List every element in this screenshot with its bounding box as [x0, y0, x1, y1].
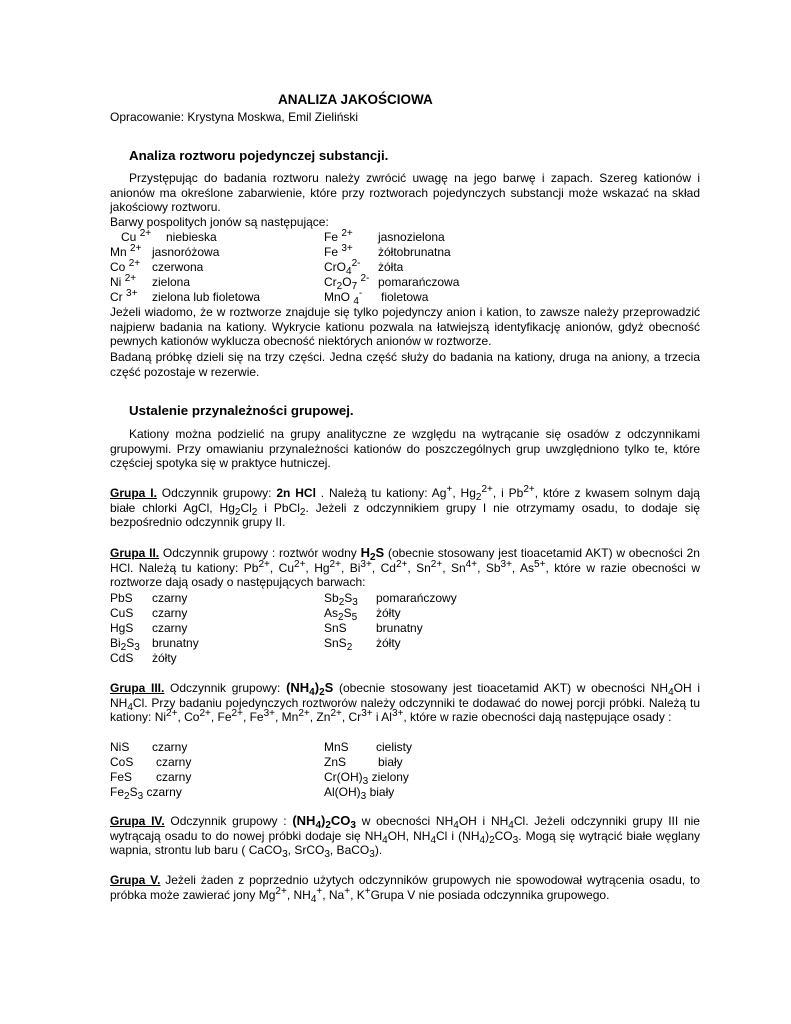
- precipitate-color: żółty: [376, 636, 401, 650]
- ion-left: Co $^{2+}$: [110, 258, 141, 274]
- authors: Opracowanie: Krystyna Moskwa, Emil Zieliński: [110, 110, 359, 124]
- precipitate-row: [110, 591, 710, 606]
- precipitate-formula: HgS: [110, 621, 134, 635]
- section1-heading: Analiza roztworu pojedynczej substancji.: [129, 148, 389, 163]
- ion-right-color: fioletowa: [381, 290, 429, 304]
- precipitate-formula: SnS$_2$: [324, 636, 353, 653]
- precipitate-formula: $Fe_2S_3$ czarny: [110, 785, 182, 802]
- precipitate-color: czarny: [156, 755, 192, 769]
- precipitate-color: czarny: [156, 770, 192, 784]
- precipitate-row: [110, 606, 710, 621]
- precipitate-formula: $Sb_2S_3$: [324, 591, 358, 608]
- section2-heading: Ustalenie przynależności grupowej.: [129, 403, 354, 418]
- group-4-label: Grupa IV.: [110, 814, 165, 828]
- precipitate-formula: FeS: [110, 770, 133, 784]
- ion-colors-table: [110, 230, 710, 306]
- group-2-precipitates: [110, 591, 710, 666]
- ion-right: Fe $^{2+}$: [324, 228, 353, 244]
- precipitate-color: czarny: [152, 591, 188, 605]
- precipitate-color: brunatny: [376, 621, 423, 635]
- group-5-label: Grupa V.: [110, 873, 161, 887]
- group-4: Grupa IV. Odczynnik grupowy : $(NH_4)_2CO_3$ w obecności $NH_4OH$ i $NH_4Cl$. Jeżeli odczynniki grupy III nie wytrącają osadu to do nowej próbki dodaje się $NH_4OH$, $NH_4Cl$ i $(NH_4)_2CO_3$. Mogą się wytrącić białe węglany wapnia, strontu lub baru ( CaCO$_3$, SrCO$_3$, BaCO$_3$).: [110, 813, 701, 860]
- precipitate-formula: $As_2S_5$: [324, 606, 358, 623]
- ion-left: Cu $^{2+}$: [121, 228, 152, 244]
- precipitate-color: żółty: [376, 606, 401, 620]
- precipitate-formula: MnS: [324, 740, 349, 754]
- section1-paragraph-2: Jeżeli wiadomo, że w roztworze znajduje się tylko pojedynczy anion i kation, to zawsze należy przeprowadzić najpierw badania na kationy. Wykrycie kationu pozwala na łatwiejszą identyfikację anionów, gdyż obecność pewnych kationów wyklucza obecność niektórych anionów w roztworze.: [110, 305, 700, 348]
- page-title: ANALIZA JAKOŚCIOWA: [278, 92, 433, 107]
- section1-intro: Przystępując do badania roztworu należy zwrócić uwagę na jego barwę i zapach. Szereg kationów i anionów ma określone zabarwienie, które przy roztworach pojedynczych substancji może wskazać na skład jakościowy roztworu.: [110, 171, 700, 214]
- group-2-label: Grupa II.: [110, 546, 160, 560]
- ion-left: Cr $^{3+}$: [110, 288, 138, 304]
- group-3-label: Grupa III.: [110, 681, 165, 695]
- ion-right-color: pomarańczowa: [378, 275, 460, 289]
- ion-row: [110, 230, 710, 245]
- ion-right-color: żółta: [378, 260, 404, 274]
- precipitate-formula: SnS: [324, 621, 347, 635]
- group-1-label: Grupa I.: [110, 486, 157, 500]
- ion-right-color: żółtobrunatna: [378, 245, 451, 259]
- ion-row: [110, 260, 710, 275]
- ion-right-color: jasnozielona: [378, 230, 445, 244]
- precipitate-row: [110, 621, 710, 636]
- ion-left: Mn $^{2+}$: [110, 243, 142, 259]
- colors-intro: Barwy pospolitych jonów są następujące:: [110, 215, 329, 229]
- precipitate-color: biały: [378, 755, 403, 769]
- precipitate-row: [110, 785, 710, 800]
- precipitate-formula: NiS: [110, 740, 130, 754]
- precipitate-color: brunatny: [152, 636, 199, 650]
- precipitate-color: czarny: [152, 621, 188, 635]
- precipitate-formula: CoS: [110, 755, 134, 769]
- precipitate-formula: $Cr(OH)_3$ zielony: [324, 770, 409, 787]
- ion-row: [110, 275, 710, 290]
- precipitate-row: [110, 770, 710, 785]
- ion-right: CrO$_4^{2-}$: [324, 258, 361, 277]
- precipitate-row: [110, 755, 710, 770]
- precipitate-formula: PbS: [110, 591, 133, 605]
- precipitate-row: [110, 651, 710, 666]
- precipitate-row: [110, 740, 710, 755]
- precipitate-color: czarny: [152, 606, 188, 620]
- precipitate-color: pomarańczowy: [376, 591, 457, 605]
- ion-left-color: niebieska: [166, 230, 217, 244]
- section1-paragraph-3: Badaną próbkę dzieli się na trzy części. Jedna część służy do badania na kationy, druga na aniony, a trzecia część pozostaje w rezerwie.: [110, 350, 700, 379]
- precipitate-formula: ZnS: [324, 755, 347, 769]
- group-1: Grupa I. Odczynnik grupowy: 2n HCl . Należą tu kationy: Ag+, $Hg_2^{2+}$, i $Pb^{2+}$, które z kwasem solnym dają białe chlorki AgCl, $Hg_2Cl_2$ i PbCl$_2$. Jeżeli z odczynnikiem grupy I nie otrzymamy osadu, to dodaje się bezpośrednio odczynnik grupy II.: [110, 484, 700, 529]
- ion-left-color: czerwona: [152, 260, 204, 274]
- ion-right: $Cr_2O_7$ $^{2-}$: [324, 273, 370, 292]
- precipitate-row: [110, 636, 710, 651]
- precipitate-color: żółty: [152, 651, 177, 665]
- ion-row: [110, 245, 710, 260]
- ion-left-color: jasnoróżowa: [152, 245, 220, 259]
- section2-intro: Kationy można podzielić na grupy analityczne ze względu na wytrącanie się osadów z odczynnikami grupowymi. Przy omawianiu przynależności kationów do poszczególnych grup uwzględniono tylko te, które częściej spotyka się w praktyce hutniczej.: [110, 427, 700, 470]
- group-3-precipitates: [110, 740, 710, 800]
- ion-left-color: zielona: [152, 275, 191, 289]
- group-3: Grupa III. Odczynnik grupowy: $(NH_4)_2S$ (obecnie stosowany jest tioacetamid AKT) w obecności $NH_4OH$ i $NH_4Cl$. Przy badaniu pojedynczych roztworów należy odczynniki te dodawać do nowej porcji próbki. Należą tu kationy: $Ni^{2+}$, $Co^{2+}$, $Fe^{2+}$, $Fe^{3+}$, $Mn^{2+}$, $Zn^{2+}$, $Cr^{3+}$ i $Al^{3+}$, które w razie obecności dają następujące osady :: [110, 680, 701, 724]
- precipitate-formula: CuS: [110, 606, 134, 620]
- precipitate-formula: $Bi_2S_3$: [110, 636, 140, 653]
- ion-left: Ni $^{2+}$: [110, 273, 137, 289]
- group-2: Grupa II. Odczynnik grupowy : roztwór wodny $H_2S$ (obecnie stosowany jest tioacetamid AKT) w obecności 2n HCl. Należą tu kationy: $Pb^{2+}$, $Cu^{2+}$, $Hg^{2+}$, $Bi^{3+}$, $Cd^{2+}$, $Sn^{2+}$, $Sn^{4+}$, $Sb^{3+}$, $As^{5+}$, które w razie obecności w roztworze dają osady o następujących barwach:: [110, 545, 701, 589]
- ion-right: Fe $^{3+}$: [324, 243, 353, 259]
- ion-right: MnO $_4$-: [324, 288, 363, 307]
- precipitate-color: cielisty: [376, 740, 413, 754]
- precipitate-formula: $Al(OH)_3$ biały: [324, 785, 395, 802]
- ion-left-color: zielona lub fioletowa: [152, 290, 261, 304]
- ion-row: [110, 290, 710, 305]
- precipitate-formula: CdS: [110, 651, 134, 665]
- group-5: Grupa V. Jeżeli żaden z poprzednio użytych odczynników grupowych nie spowodował wytrącenia osadu, to próbka może zawierać jony $Mg^{2+}$, $NH_4^+$, Na+, K+Grupa V nie posiada odczynnika grupowego.: [110, 873, 700, 905]
- precipitate-color: czarny: [152, 740, 188, 754]
